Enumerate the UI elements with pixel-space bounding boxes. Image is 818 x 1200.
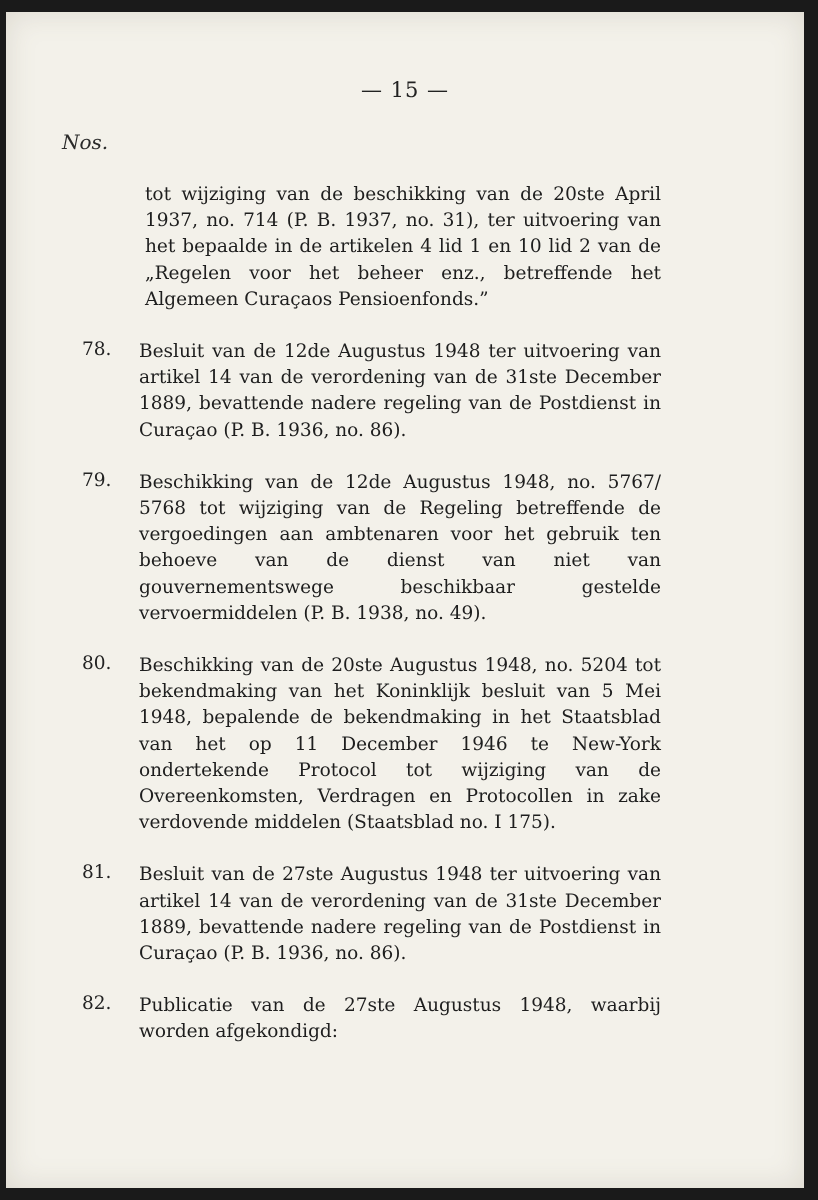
entry-number: 82. xyxy=(82,993,112,1015)
entry-continuation xyxy=(6,182,804,313)
entry-78 xyxy=(6,339,804,444)
entry-number: 79. xyxy=(82,469,112,491)
entry-number: 81. xyxy=(82,862,112,884)
entry-list xyxy=(6,182,804,1072)
entry-79 xyxy=(6,470,804,627)
entry-number: 78. xyxy=(82,339,112,361)
entry-number: 80. xyxy=(82,653,112,675)
entry-text: Besluit van de 12de Augustus 1948 ter uitvoering van artikel 14 van de verordening van de 31ste December 1889, bevattende nadere regeling van de Postdienst in Curaçao (P. B. 1936, no. 86). xyxy=(139,341,661,441)
entry-81 xyxy=(6,862,804,967)
entry-text: Beschikking van de 20ste Augustus 1948, no. 5204 tot bekendmaking van het Koninklijk besluit van 5 Mei 1948, bepalende de bekendmaking in het Staatsblad van het op 11 December 1946 te New-York ondertekende Protocol tot wijziging van de Overeenkomsten, Verdragen en Protocollen in zake verdovende middelen (Staatsblad no. I 175). xyxy=(139,655,661,834)
margin-label: Nos. xyxy=(62,130,109,154)
document-page xyxy=(6,12,804,1188)
entry-text: Besluit van de 27ste Augustus 1948 ter uitvoering van artikel 14 van de verordening van de 31ste December 1889, bevattende nadere regeling van de Postdienst in Curaçao (P. B. 1936, no. 86). xyxy=(139,864,661,965)
entry-text: Publicatie van de 27ste Augustus 1948, waarbij worden afgekondigd: xyxy=(139,995,661,1043)
entry-text: Beschikking van de 12de Augustus 1948, no. 5767/ 5768 tot wijziging van de Regeling betreffende de vergoedingen aan ambtenaren voor het gebruik ten behoeve van de dienst van niet van gouvernementswege beschikbaar gestelde vervoermiddelen (P. B. 1938, no. 49). xyxy=(139,471,661,624)
entry-80 xyxy=(6,653,804,836)
entry-text: tot wijziging van de beschikking van de 20ste April 1937, no. 714 (P. B. 1937, no. 31), ter uitvoering van het bepaalde in de artikelen 4 lid 1 en 10 lid 2 van de „Regelen voor het beheer enz., betreffende het Algemeen Curaçaos Pensioenfonds.” xyxy=(145,184,661,310)
entry-82 xyxy=(6,993,804,1045)
page-number: — 15 — xyxy=(360,78,450,102)
